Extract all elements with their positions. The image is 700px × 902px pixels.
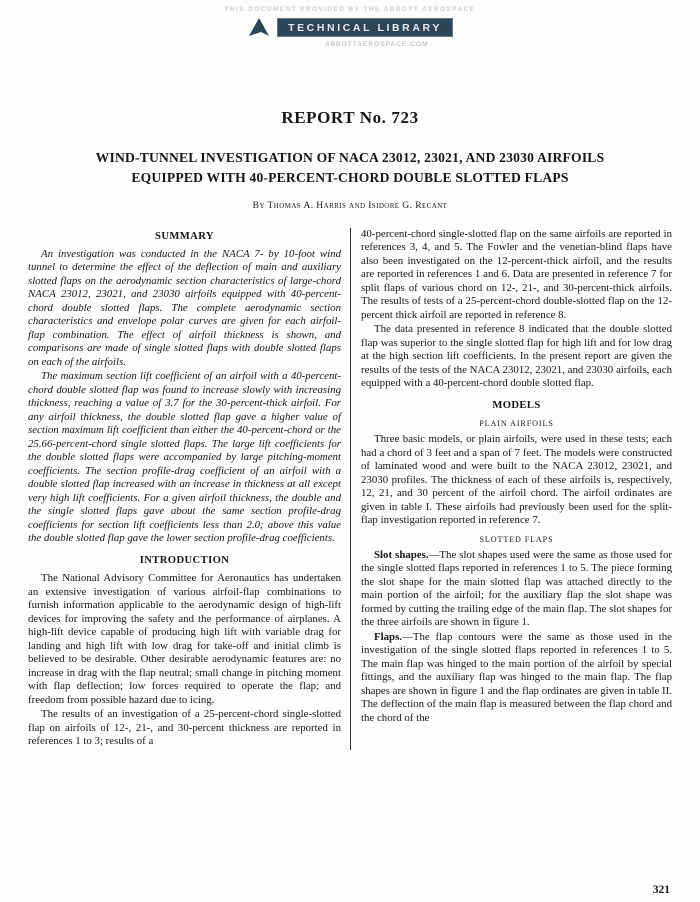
introduction-paragraph-2: The results of an investigation of a 25-percent-chord single-slotted flap on airfoils of 12-, 21-, and 30-percent thickness are reported in references 1 to 3; results of a (28, 708, 341, 748)
slot-shapes-paragraph (361, 549, 672, 630)
summary-paragraph-1: An investigation was conducted in the NACA 7- by 10-foot wind tunnel to determine the effect of the deflection of main and auxiliary slotted flaps on the aerodynamic section characteristics of large-chord NACA 23012, 23021, and 23030 airfoils equipped with 40-percent-chord double slotted flaps. The complete aerodynamic section characteristics and envelope polar curves are given for each airfoil-flap combination. The effect of airfoil thickness is shown, and comparisons are made of single slotted flaps with double slotted flaps on each of the airfoils. (28, 247, 341, 368)
flaps-paragraph (361, 631, 672, 726)
introduction-heading: INTRODUCTION (139, 554, 230, 566)
plain-airfoils-paragraph: Three basic models, or plain airfoils, were used in these tests; each had a chord of 3 feet and a span of 7 feet. The models were constructed of laminated wood and were built to the NACA 23012, 23021, and 23030 profiles. The thickness of each of these airfoils is, respectively, 12, 21, and 30 percent of the airfoil chord. The airfoil ordinates are given in table I. These airfoils had previously been used for the split-flap investigation reported in reference 7. (361, 433, 672, 527)
two-column-body (28, 228, 672, 750)
abbott-aerospace-logo-icon (247, 16, 271, 38)
logo-row (28, 16, 672, 38)
technical-library-wordmark: TECHNICAL LIBRARY (277, 18, 453, 37)
provided-by-text: THIS DOCUMENT PROVIDED BY THE ABBOTT AEROSPACE (224, 6, 476, 13)
summary-heading: SUMMARY (155, 230, 214, 242)
byline: By Thomas A. Harris and Isidore G. Recant (252, 199, 448, 211)
left-column (28, 228, 350, 750)
slotted-flaps-heading: SLOTTED FLAPS (479, 534, 554, 544)
report-title-line-1: WIND-TUNNEL INVESTIGATION OF NACA 23012, 23021, AND 23030 AIRFOILS (95, 150, 605, 165)
flaps-text: —The flap contours were the same as those used in the investigation of the single slotted flaps reported in references 1 to 5. The main flap was hinged to the main portion of the airfoil by special fittings, and the auxiliary flap was hinged to the main flap. The flap shapes are shown in figure 1 and the flap ordinates are given in table II. The deflection of the main flap is measured between the flap chord and the chord of the (361, 630, 672, 724)
abbott-domain-text: ABBOTTAEROSPACE.COM (325, 41, 429, 48)
introduction-paragraph-1: The National Advisory Committee for Aeronautics has undertaken an extensive investigation of various airfoil-flap combinations to furnish information applicable to the aerodynamic design of high-lift devices for improving the safety and the performance of airplanes. A high-lift device capable of producing high lift with variable drag for landing and high lift with low drag for take-off and initial climb is believed to be desirable. Other desirable aerodynamic features are: no increase in drag with the flap neutral; small change in pitching moment with flap deflection; low forces required to operate the flap; and freedom from possible hazard due to icing. (28, 572, 341, 706)
page-number: 321 (652, 884, 670, 896)
reference-8-paragraph: The data presented in reference 8 indicated that the double slotted flap was superior to the single slotted flap for high lift and for low drag at the high section lift coefficients. In the present report are given the results of the tests of the NACA 23012, 23021, and 23030 airfoils, each equipped with a 40-percent-chord double slotted flap. (361, 323, 672, 390)
summary-paragraph-2: The maximum section lift coefficient of an airfoil with a 40-percent-chord double slotted flap was found to increase slowly with increasing thickness, reaching a value of 3.7 for the 30-percent-thick airfoil. For any airfoil thickness, the double slotted flap gave a higher value of section maximum lift coefficient than either the 40-percent-chord or the 25.66-percent-chord single slotted flaps. The large lift coefficients for the double slotted flaps were accompanied by large pitching-moment coefficients. The section profile-drag coefficient of an airfoil with a double slotted flap increased with an increase in thickness at all except very high lift coefficients. For a given airfoil thickness, the double and the single slotted flaps gave about the same section profile-drag coefficients for section lift coefficients less than 2.0; above this value the double slotted flap gave the lower section profile-drag coefficients. (28, 370, 341, 545)
models-heading: MODELS (492, 399, 541, 411)
scan-header (28, 6, 672, 48)
continuation-paragraph: 40-percent-chord single-slotted flap on the same airfoils are reported in references 3, 4, and 5. The Fowler and the venetian-blind flaps have also been investigated on the 12-percent-thick airfoil, and the results are reported in references 1 and 6. Data are presented in reference 7 for split flaps of various chord on 12-, 21-, and 30-percent-thick airfoils. The results of tests of a 25-percent-chord double-slotted flap on the 12-percent thick airfoil are reported in reference 8. (361, 227, 672, 321)
plain-airfoils-heading: PLAIN AIRFOILS (479, 418, 554, 428)
report-title (28, 148, 672, 189)
flaps-lead-in: Flaps. (374, 630, 403, 643)
report-title-line-2: EQUIPPED WITH 40-PERCENT-CHORD DOUBLE SLOTTED FLAPS (131, 170, 569, 186)
report-number: REPORT No. 723 (281, 108, 419, 127)
slot-shapes-text: —The slot shapes used were the same as those used for the single slotted flaps reported in references 1 to 5. The piece forming the slot shape for the main slotted flap was attached directly to the main portion of the airfoil; for the auxiliary flap the slot shape was formed by cutting the trailing edge of the main flap. The slot shapes for the three airfoils are shown in figure 1. (361, 548, 672, 629)
slot-shapes-lead-in: Slot shapes. (374, 548, 429, 561)
right-column (350, 228, 672, 750)
